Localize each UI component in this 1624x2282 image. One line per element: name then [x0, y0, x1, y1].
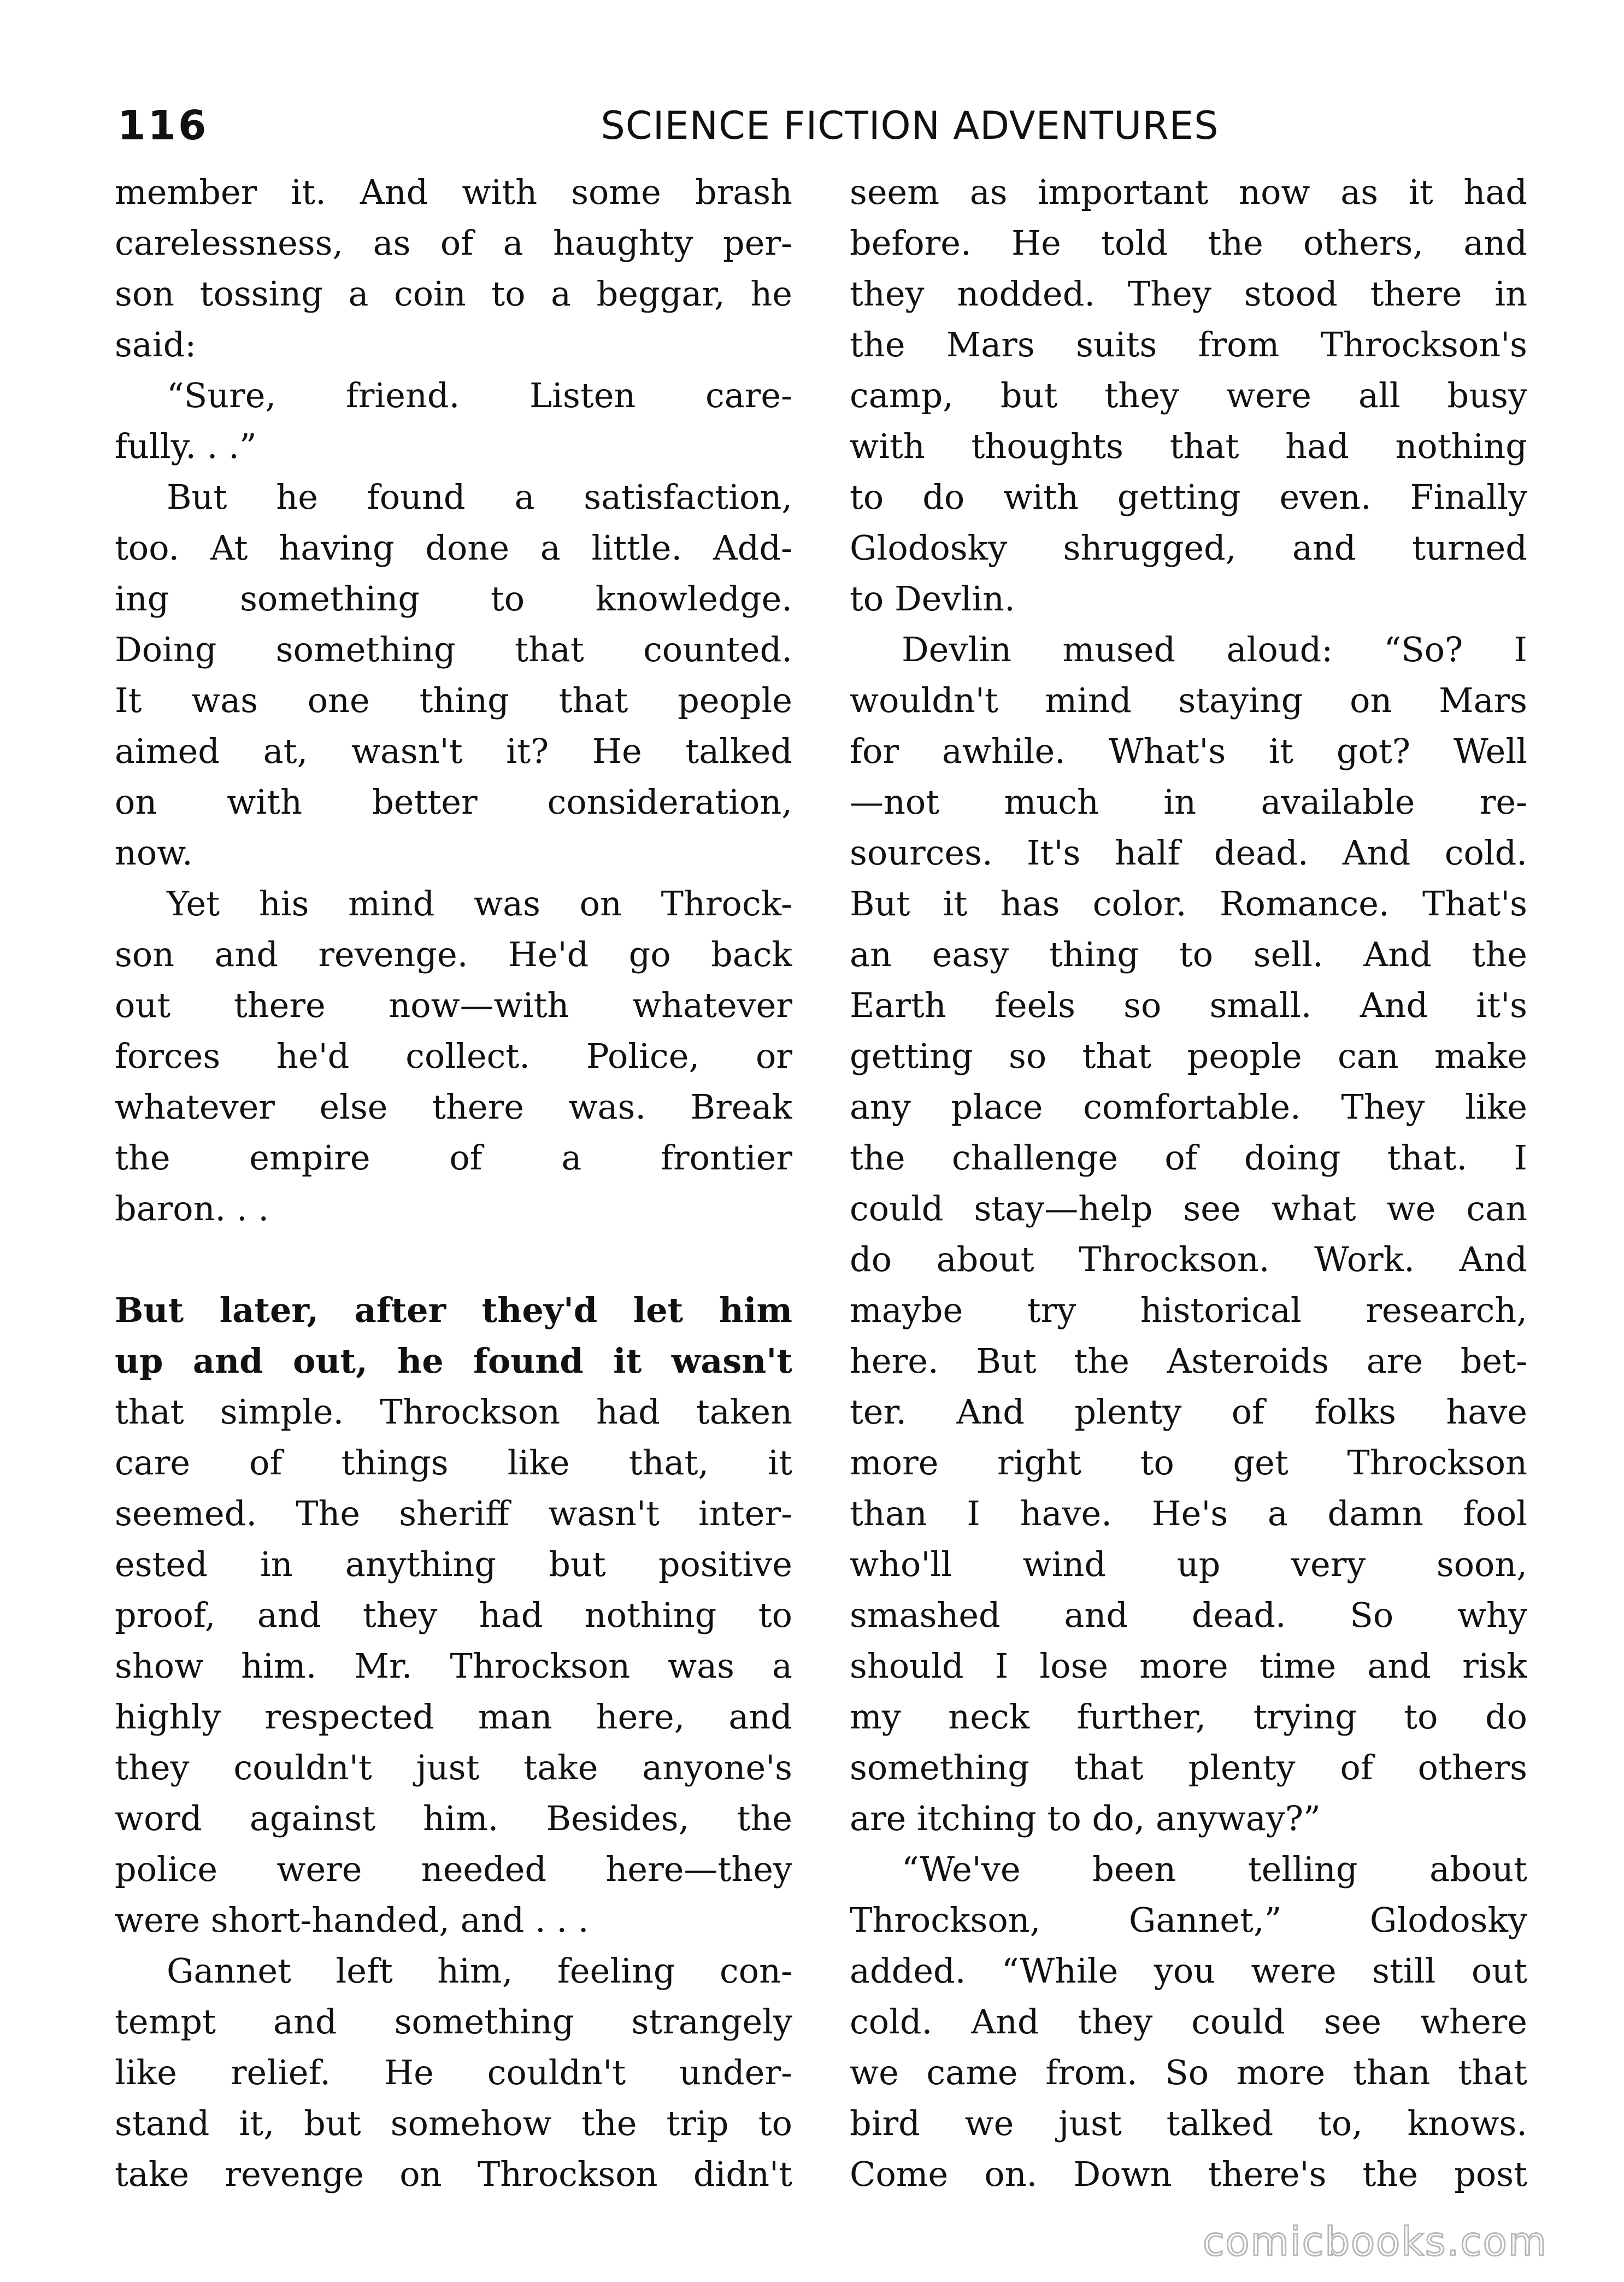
running-title: SCIENCE FICTION ADVENTURES: [601, 103, 1219, 148]
text-line: an easy thing to sell. And the: [850, 934, 1527, 974]
text-line: than I have. He's a damn fool: [850, 1493, 1527, 1533]
text-line: ested in anything but positive: [115, 1544, 792, 1584]
text-line: show him. Mr. Throckson was a: [115, 1646, 792, 1686]
text-line: getting so that people can make: [850, 1036, 1527, 1076]
text-line: camp, but they were all busy: [850, 375, 1527, 415]
text-line: fully. . .”: [115, 426, 257, 466]
text-line: tempt and something strangely: [115, 2002, 792, 2042]
text-line: But later, after they'd let him: [115, 1290, 792, 1330]
text-line: son and revenge. He'd go back: [115, 934, 792, 974]
text-line: Earth feels so small. And it's: [850, 985, 1527, 1025]
text-line: Glodosky shrugged, and turned: [850, 528, 1527, 568]
text-line: on with better consideration,: [115, 782, 792, 822]
text-line: are itching to do, anyway?”: [850, 1798, 1321, 1838]
text-line: But he found a satisfaction,: [167, 477, 792, 517]
text-line: my neck further, trying to do: [850, 1697, 1527, 1737]
text-line: should I lose more time and risk: [850, 1646, 1527, 1686]
text-line: sources. It's half dead. And cold.: [850, 833, 1527, 873]
text-line: we came from. So more than that: [850, 2052, 1527, 2092]
text-line: member it. And with some brash: [115, 172, 792, 212]
right-text-column: [850, 167, 1527, 2199]
text-line: who'll wind up very soon,: [850, 1544, 1527, 1584]
text-line: son tossing a coin to a beggar, he: [115, 274, 792, 314]
text-line: “We've been telling about: [902, 1849, 1527, 1889]
text-line: for awhile. What's it got? Well: [850, 731, 1527, 771]
text-line: said:: [115, 325, 197, 364]
text-line: seem as important now as it had: [850, 172, 1527, 212]
text-line: ing something to knowledge.: [115, 579, 792, 619]
text-line: Devlin mused aloud: “So? I: [902, 630, 1527, 669]
text-line: Doing something that counted.: [115, 630, 792, 669]
text-line: out there now—with whatever: [115, 985, 792, 1025]
page-header: [117, 93, 1538, 158]
text-line: But it has color. Romance. That's: [850, 884, 1527, 924]
text-line: added. “While you were still out: [850, 1951, 1527, 1991]
text-line: ter. And plenty of folks have: [850, 1392, 1527, 1432]
text-line: Throckson, Gannet,” Glodosky: [850, 1900, 1527, 1940]
text-line: police were needed here—they: [115, 1849, 792, 1889]
left-text-column: [115, 167, 792, 2199]
text-line: take revenge on Throckson didn't: [115, 2154, 792, 2194]
text-line: more right to get Throckson: [850, 1443, 1527, 1483]
text-line: something that plenty of others: [850, 1748, 1527, 1787]
text-line: cold. And they could see where: [850, 2002, 1527, 2042]
text-line: “Sure, friend. Listen care-: [167, 375, 792, 415]
text-line: up and out, he found it wasn't: [115, 1341, 792, 1381]
text-line: do about Throckson. Work. And: [850, 1239, 1527, 1279]
text-line: Come on. Down there's the post: [850, 2154, 1527, 2194]
text-line: they nodded. They stood there in: [850, 274, 1527, 314]
text-line: the challenge of doing that. I: [850, 1138, 1527, 1178]
text-line: highly respected man here, and: [115, 1697, 792, 1737]
text-line: Gannet left him, feeling con-: [167, 1951, 792, 1991]
text-line: with thoughts that had nothing: [850, 426, 1527, 466]
text-line: maybe try historical research,: [850, 1290, 1527, 1330]
text-line: proof, and they had nothing to: [115, 1595, 792, 1635]
text-line: It was one thing that people: [115, 680, 792, 720]
text-line: they couldn't just take anyone's: [115, 1748, 792, 1787]
text-line: before. He told the others, and: [850, 223, 1527, 263]
text-line: here. But the Asteroids are bet-: [850, 1341, 1527, 1381]
text-line: stand it, but somehow the trip to: [115, 2103, 792, 2143]
section-break: [115, 1234, 792, 1285]
text-line: whatever else there was. Break: [115, 1087, 792, 1127]
text-line: to Devlin.: [850, 579, 1015, 619]
text-line: the empire of a frontier: [115, 1138, 792, 1178]
page-number: 116: [117, 102, 209, 149]
text-line: aimed at, wasn't it? He talked: [115, 731, 792, 771]
text-line: Yet his mind was on Throck-: [167, 884, 792, 924]
text-line: seemed. The sheriff wasn't inter-: [115, 1493, 792, 1533]
text-line: now.: [115, 833, 193, 873]
text-line: were short-handed, and . . .: [115, 1900, 589, 1940]
text-line: like relief. He couldn't under-: [115, 2052, 792, 2092]
text-line: to do with getting even. Finally: [850, 477, 1527, 517]
text-line: smashed and dead. So why: [850, 1595, 1527, 1635]
text-line: care of things like that, it: [115, 1443, 792, 1483]
text-line: could stay—help see what we can: [850, 1189, 1527, 1228]
text-line: too. At having done a little. Add-: [115, 528, 792, 568]
text-line: any place comfortable. They like: [850, 1087, 1527, 1127]
text-line: that simple. Throckson had taken: [115, 1392, 792, 1432]
text-line: wouldn't mind staying on Mars: [850, 680, 1527, 720]
text-line: —not much in available re-: [850, 782, 1527, 822]
text-line: baron. . .: [115, 1189, 269, 1228]
text-line: carelessness, as of a haughty per-: [115, 223, 792, 263]
text-line: forces he'd collect. Police, or: [115, 1036, 792, 1076]
text-line: word against him. Besides, the: [115, 1798, 792, 1838]
text-line: bird we just talked to, knows.: [850, 2103, 1527, 2143]
text-line: the Mars suits from Throckson's: [850, 325, 1527, 364]
watermark: comicbooks.com: [1202, 2219, 1547, 2265]
